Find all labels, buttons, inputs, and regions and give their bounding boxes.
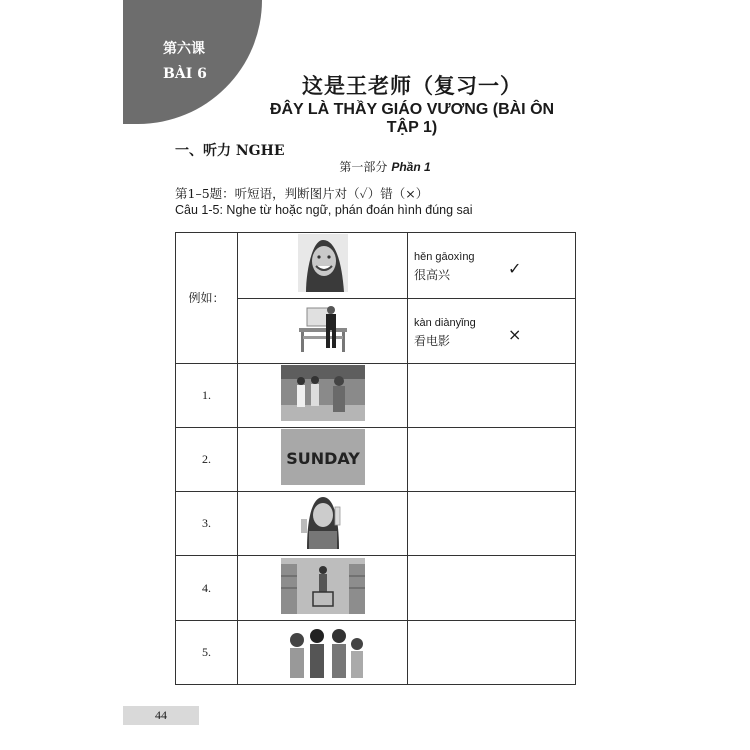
sunday-letters-text: SUNDAY <box>285 449 360 468</box>
question-image-cell <box>238 427 408 491</box>
lesson-number-cn: 第六课 <box>163 41 205 57</box>
question-number: 5. <box>176 620 238 684</box>
part-heading-vi: Phần 1 <box>391 160 431 174</box>
exercise-table <box>175 232 576 685</box>
question-number: 1. <box>176 363 238 427</box>
question-instruction-vi: Câu 1-5: Nghe từ hoặc ngữ, phán đoán hình đúng sai <box>175 203 473 217</box>
hanzi-text: 看电影 <box>414 334 451 349</box>
woman-drinking-photo <box>295 493 351 549</box>
hanzi-text: 很高兴 <box>414 268 451 282</box>
question-row <box>176 427 576 491</box>
part-heading-cn: 第一部分 <box>339 160 388 174</box>
page-number: 44 <box>123 706 199 725</box>
question-row <box>176 620 576 684</box>
answer-cell[interactable] <box>408 620 576 684</box>
example-image-cell <box>238 233 408 299</box>
part-heading <box>300 158 470 175</box>
pinyin-text: hěn gāoxìng <box>414 251 475 263</box>
question-image-cell <box>238 363 408 427</box>
pinyin-text: kàn diànyǐng <box>414 317 476 330</box>
supermarket-cart-photo <box>281 558 365 614</box>
answer-cell[interactable] <box>408 492 576 556</box>
section-heading: 一、听力 NGHE <box>175 143 285 159</box>
question-row <box>176 492 576 556</box>
question-instruction-cn: 第1–5题：听短语，判断图片对（✓）错（×） <box>175 186 429 201</box>
lesson-corner-tab <box>123 0 262 124</box>
lesson-number-vi: BÀI 6 <box>163 66 207 82</box>
question-number: 2. <box>176 427 238 491</box>
page-title-cn: 这是王老师（复习一） <box>302 74 522 98</box>
people-on-street-photo <box>281 365 365 421</box>
question-row <box>176 556 576 620</box>
sunday-letters-photo <box>281 429 365 485</box>
question-number: 4. <box>176 556 238 620</box>
group-of-friends-photo <box>281 622 365 678</box>
example-row <box>176 233 576 299</box>
question-image-cell <box>238 492 408 556</box>
answer-cell[interactable] <box>408 556 576 620</box>
answer-cell[interactable] <box>408 363 576 427</box>
question-image-cell <box>238 620 408 684</box>
example-answer-cell <box>408 233 576 299</box>
question-image-cell <box>238 556 408 620</box>
example-answer-cell <box>408 299 576 363</box>
example-label: 例如： <box>176 233 238 364</box>
cross-mark-icon: × <box>508 325 522 345</box>
smiling-woman-photo <box>298 234 348 292</box>
example-image-cell <box>238 299 408 363</box>
man-reading-newspaper-photo <box>295 300 351 356</box>
question-number: 3. <box>176 492 238 556</box>
answer-cell[interactable] <box>408 427 576 491</box>
page-title-vi: ĐÂY LÀ THẦY GIÁO VƯƠNG (BÀI ÔN TẬP 1) <box>269 101 555 136</box>
question-row <box>176 363 576 427</box>
check-mark-icon: ✓ <box>508 259 522 278</box>
